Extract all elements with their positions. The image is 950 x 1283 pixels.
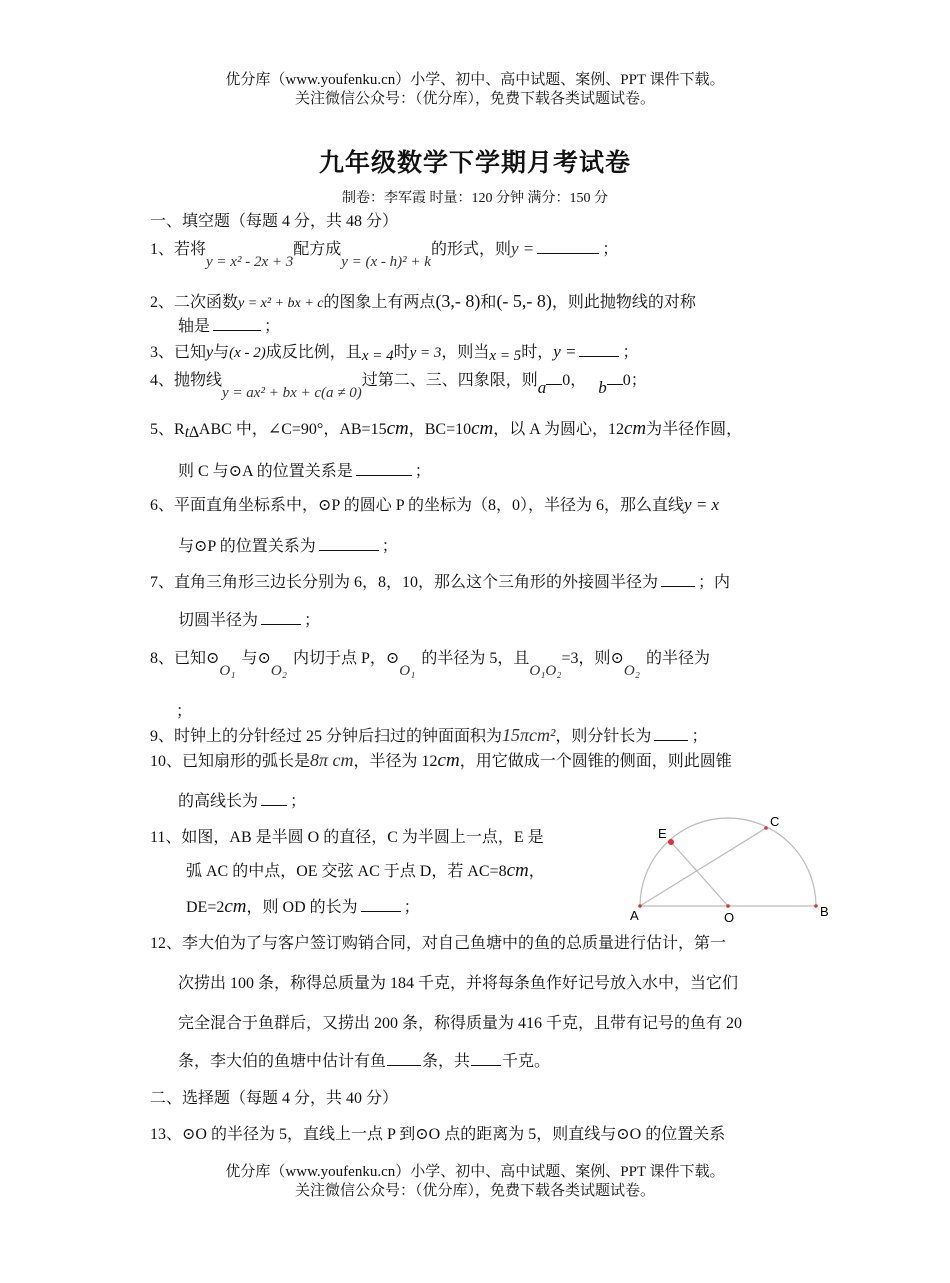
question-3: 3、已知y与(x - 2)成反比例，且x = 4时y = 3，则当x = 5时，y = ； bbox=[150, 342, 639, 364]
label-a: A bbox=[630, 908, 639, 923]
label-o: O bbox=[724, 910, 735, 924]
question-10-cont: 的高线长为 ； bbox=[178, 793, 307, 810]
q5-answer-blank[interactable] bbox=[356, 461, 412, 476]
question-2: 2、二次函数y = x² + bx + c的图象上有两点(3,- 8)和(- 5,- 8)，则此抛物线的对称 bbox=[150, 291, 696, 311]
question-6: 6、平面直角坐标系中，⊙P 的圆心 P 的坐标为（8，0），半径为 6，那么直线y = x bbox=[150, 495, 720, 514]
q2-formula: y = x² + bx + c bbox=[238, 296, 324, 311]
label-e: E bbox=[658, 826, 667, 841]
section-1-heading: 一、填空题（每题 4 分，共 48 分） bbox=[150, 213, 399, 230]
question-5-cont: 则 C 与⊙A 的位置关系是 ； bbox=[178, 463, 431, 480]
point-e bbox=[668, 839, 674, 845]
footer-line-1: 优分库（www.youfenku.cn）小学、初中、高中试题、案例、PPT 课件下载。 bbox=[225, 1164, 725, 1180]
point-c bbox=[764, 826, 768, 830]
segment-oe bbox=[671, 842, 728, 906]
question-7-cont: 切圆半径为 ； bbox=[178, 612, 321, 629]
q3-answer-blank[interactable] bbox=[579, 342, 619, 357]
q1-formula-3: y = bbox=[510, 239, 535, 258]
q4-formula: y = ax² + bx + c(a ≠ 0) bbox=[222, 385, 362, 401]
footer-line-2: 关注微信公众号：（优分库），免费下载各类试题试卷。 bbox=[294, 1183, 655, 1199]
q4-blank-a[interactable] bbox=[546, 370, 562, 385]
question-12-line-3: 完全混合于鱼群后，又捞出 200 条，称得质量为 416 千克，且带有记号的鱼有 20 bbox=[178, 1015, 743, 1032]
point-a bbox=[638, 904, 642, 908]
question-9: 9、时钟上的分针经过 25 分钟后扫过的钟面面积为15πcm²，则分针长为 ； bbox=[150, 725, 708, 745]
question-12-line-4: 条，李大伯的鱼塘中估计有鱼 条，共 千克。 bbox=[178, 1053, 551, 1070]
label-c: C bbox=[770, 814, 780, 829]
q11-answer-blank[interactable] bbox=[361, 897, 401, 912]
section-2-heading: 二、选择题（每题 4 分，共 40 分） bbox=[150, 1090, 399, 1107]
question-5: 5、Rt∆ABC 中，∠C=90°，AB=15cm，BC=10cm，以 A 为圆心，12cm为半径作圆， bbox=[150, 418, 743, 441]
point-o bbox=[726, 904, 730, 908]
question-11-line-2: 弧 AC 的中点，OE 交弦 AC 于点 D，若 AC=8cm， bbox=[186, 860, 545, 881]
q2-point-2: (- 5,- 8) bbox=[496, 291, 552, 311]
question-2-cont: 轴是 ； bbox=[178, 318, 281, 335]
header-line-2: 关注微信公众号：（优分库），免费下载各类试题试卷。 bbox=[294, 91, 655, 107]
q12-blank-count[interactable] bbox=[387, 1051, 421, 1066]
q7-blank-circumradius[interactable] bbox=[661, 572, 695, 587]
question-8: 8、已知⊙O₁与⊙O₂内切于点 P，⊙O₁的半径为 5，且O₁O₂=3，则⊙O₂的半径为 bbox=[150, 650, 710, 679]
q9-answer-blank[interactable] bbox=[654, 726, 688, 741]
page-title: 九年级数学下学期月考试卷 bbox=[318, 150, 631, 177]
q1-formula-1: y = x² - 2x + 3 bbox=[206, 254, 294, 270]
question-1: 1、若将y = x² - 2x + 3配方成y = (x - h)² + k的形式，则y = ； bbox=[150, 239, 619, 270]
q12-blank-weight[interactable] bbox=[471, 1051, 501, 1066]
question-10: 10、已知扇形的弧长是8π cm，半径为 12cm，用它做成一个圆锥的侧面，则此圆锥 bbox=[150, 750, 732, 771]
q1-formula-2: y = (x - h)² + k bbox=[341, 254, 431, 270]
label-b: B bbox=[820, 904, 829, 919]
q10-answer-blank[interactable] bbox=[261, 791, 287, 806]
question-6-cont: 与⊙P 的位置关系为 ； bbox=[178, 538, 398, 555]
question-12-line-1: 12、李大伯为了与客户签订购销合同，对自己鱼塘中的鱼的总质量进行估计，第一 bbox=[150, 935, 727, 952]
q4-blank-b[interactable] bbox=[607, 370, 623, 385]
q1-answer-blank[interactable] bbox=[537, 239, 599, 254]
question-4: 4、抛物线y = ax² + bx + c(a ≠ 0)过第二、三、四象限，则a 0， b 0； bbox=[150, 372, 647, 401]
exam-meta: 制卷：李军霞 时量：120 分钟 满分：150 分 bbox=[342, 191, 608, 206]
header-line-1: 优分库（www.youfenku.cn）小学、初中、高中试题、案例、PPT 课件下载。 bbox=[225, 72, 725, 88]
question-11-line-3: DE=2cm，则 OD 的长为 ； bbox=[186, 896, 420, 917]
point-b bbox=[814, 904, 818, 908]
question-8-cont: ； bbox=[176, 703, 193, 720]
question-12-line-2: 次捞出 100 条，称得总质量为 184 千克，并将每条鱼作好记号放入水中，当它们 bbox=[178, 975, 739, 992]
q7-blank-inradius[interactable] bbox=[261, 610, 301, 625]
question-7: 7、直角三角形三边长分别为 6，8，10，那么这个三角形的外接圆半径为 ；内 bbox=[150, 574, 731, 591]
q2-point-1: (3,- 8) bbox=[435, 291, 481, 311]
q6-answer-blank[interactable] bbox=[319, 536, 379, 551]
question-13: 13、⊙O 的半径为 5，直线上一点 P 到⊙O 点的距离为 5，则直线与⊙O 的位置关系 bbox=[150, 1126, 726, 1143]
q2-answer-blank[interactable] bbox=[213, 316, 261, 331]
question-11: 11、如图，AB 是半圆 O 的直径，C 为半圆上一点，E 是 bbox=[150, 829, 544, 846]
semicircle-figure bbox=[628, 812, 838, 924]
